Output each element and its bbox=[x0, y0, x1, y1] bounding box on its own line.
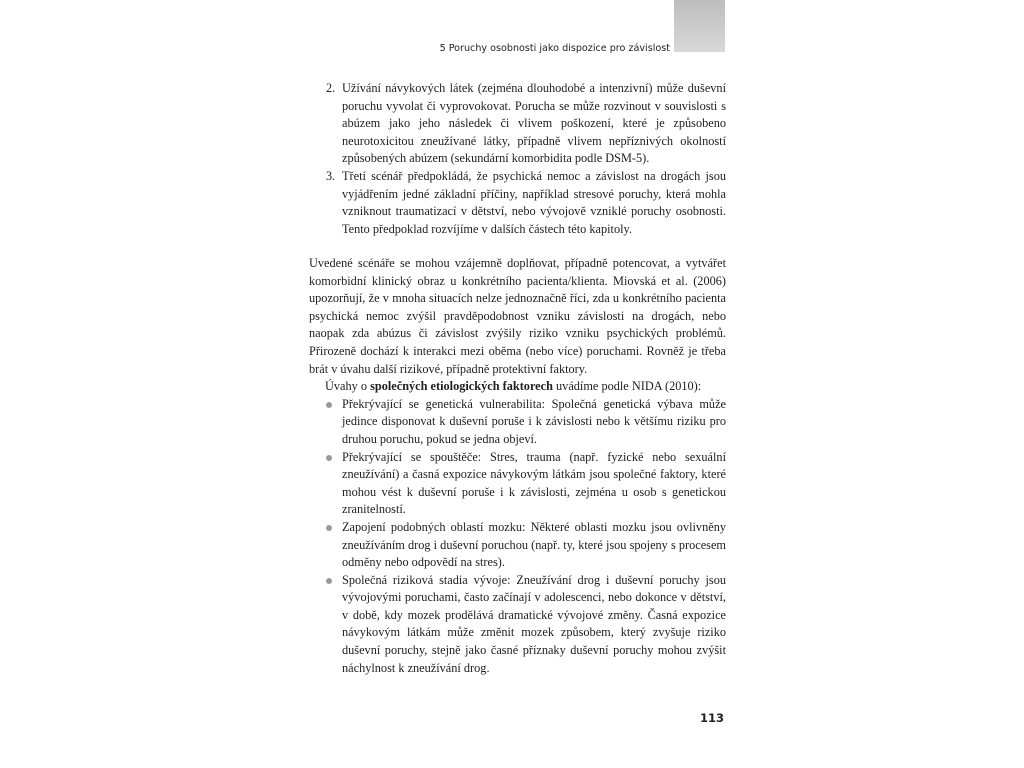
bullet-dot-icon bbox=[326, 578, 332, 584]
list-item bbox=[326, 80, 726, 168]
lead-in-paragraph bbox=[309, 378, 726, 396]
bullet-item bbox=[326, 572, 726, 678]
bullet-text: Společná riziková stadia vývoje: Zneužívání drog i duševní poruchy jsou vývojovými poruchami, často začínají v adolescenci, nebo dokonce v dětství, v době, kdy mozek prodělává dramatické vývojové změny. Časná expozice návykovým látkám může změnit mozek způsobem, který zvyšuje riziko duševní poruchy, stejně jako časné příznaky duševní poruchy mohou zvýšit náchylnost k zneužívání drog. bbox=[342, 572, 726, 675]
bullet-text: Překrývající se genetická vulnerabilita: Společná genetická výbava může jedince disponovat k duševní poruše i k závislosti nebo k většímu riziku pro druhou poruchu, pokud se jedna objeví. bbox=[342, 396, 726, 446]
bullet-list bbox=[309, 396, 726, 678]
list-item-number: 2. bbox=[326, 81, 336, 95]
body-text-block bbox=[309, 255, 726, 677]
bullet-text: Překrývající se spouštěče: Stres, trauma (např. fyzické nebo sexuální zneužívání) a časná expozice návykovým látkám jsou společné faktory, které mohou vést k duševní poruše i k závislosti, zejména u osob s genetickou zranitelností. bbox=[342, 449, 726, 517]
list-item bbox=[326, 168, 726, 238]
page-number: 113 bbox=[699, 711, 724, 725]
numbered-list bbox=[326, 80, 726, 238]
bullet-dot-icon bbox=[326, 455, 332, 461]
list-item-number: 3. bbox=[326, 168, 336, 183]
bullet-item bbox=[326, 396, 726, 449]
bullet-dot-icon bbox=[326, 402, 332, 408]
running-head: 5 Poruchy osobnosti jako dispozice pro závislost bbox=[439, 43, 670, 54]
list-item-text: Třetí scénář předpokládá, že psychická nemoc a závislost na drogách jsou vyjádřením jedné základní příčiny, například stresové poruchy, která mohla vzniknout traumatizací v dětství, nebo vývojově vzniklé poruchy osobnosti. Tento předpoklad rozvíjíme v dalších částech této kapitoly. bbox=[342, 168, 726, 236]
bullet-text: Zapojení podobných oblastí mozku: Některé oblasti mozku jsou ovlivněny zneužíváním drog i duševní poruchou (např. ty, které jsou spojeny s procesem odměny nebo odpovědí na stres). bbox=[342, 519, 726, 570]
lead-in-bold: společných etiologických faktorech bbox=[370, 379, 553, 394]
lead-in-before: Úvahy o bbox=[325, 379, 371, 394]
lead-in-after: uvádíme podle NIDA (2010): bbox=[552, 379, 702, 394]
chapter-tab-marker bbox=[674, 0, 725, 52]
bullet-dot-icon bbox=[326, 525, 332, 531]
bullet-item bbox=[326, 449, 726, 519]
bullet-item bbox=[326, 519, 726, 572]
paragraph: Uvedené scénáře se mohou vzájemně doplňovat, případně potencovat, a vytvářet komorbidní klinický obraz u konkrétního pacienta/klienta. Miovská et al. (2006) upozorňují, že v mnoha situacích nelze jednoznačně říci, zda u konkrétního pacienta psychická nemoc zvýšil pravděpodobnost vzniku závislosti na drogách, nebo naopak zda abúzus či závislost zvýšily riziko vzniku psychických problémů. Přirozeně dochází k interakci mezi oběma (nebo více) poruchami. Rovněž je třeba brát v úvahu další rizikové, případně protektivní faktory. bbox=[309, 256, 726, 376]
list-item-text: Užívání návykových látek (zejména dlouhodobé a intenzivní) může duševní poruchu vyvolat či vyprovokovat. Porucha se může rozvinout v souvislosti s abúzem jako jeho následek či vlivem poškození, které je způsobeno neurotoxicitou zneužívané látky, případně vlivem nepříznivých okolností způsobených abúzem (sekundární komorbidita podle DSM-5). bbox=[342, 81, 726, 166]
